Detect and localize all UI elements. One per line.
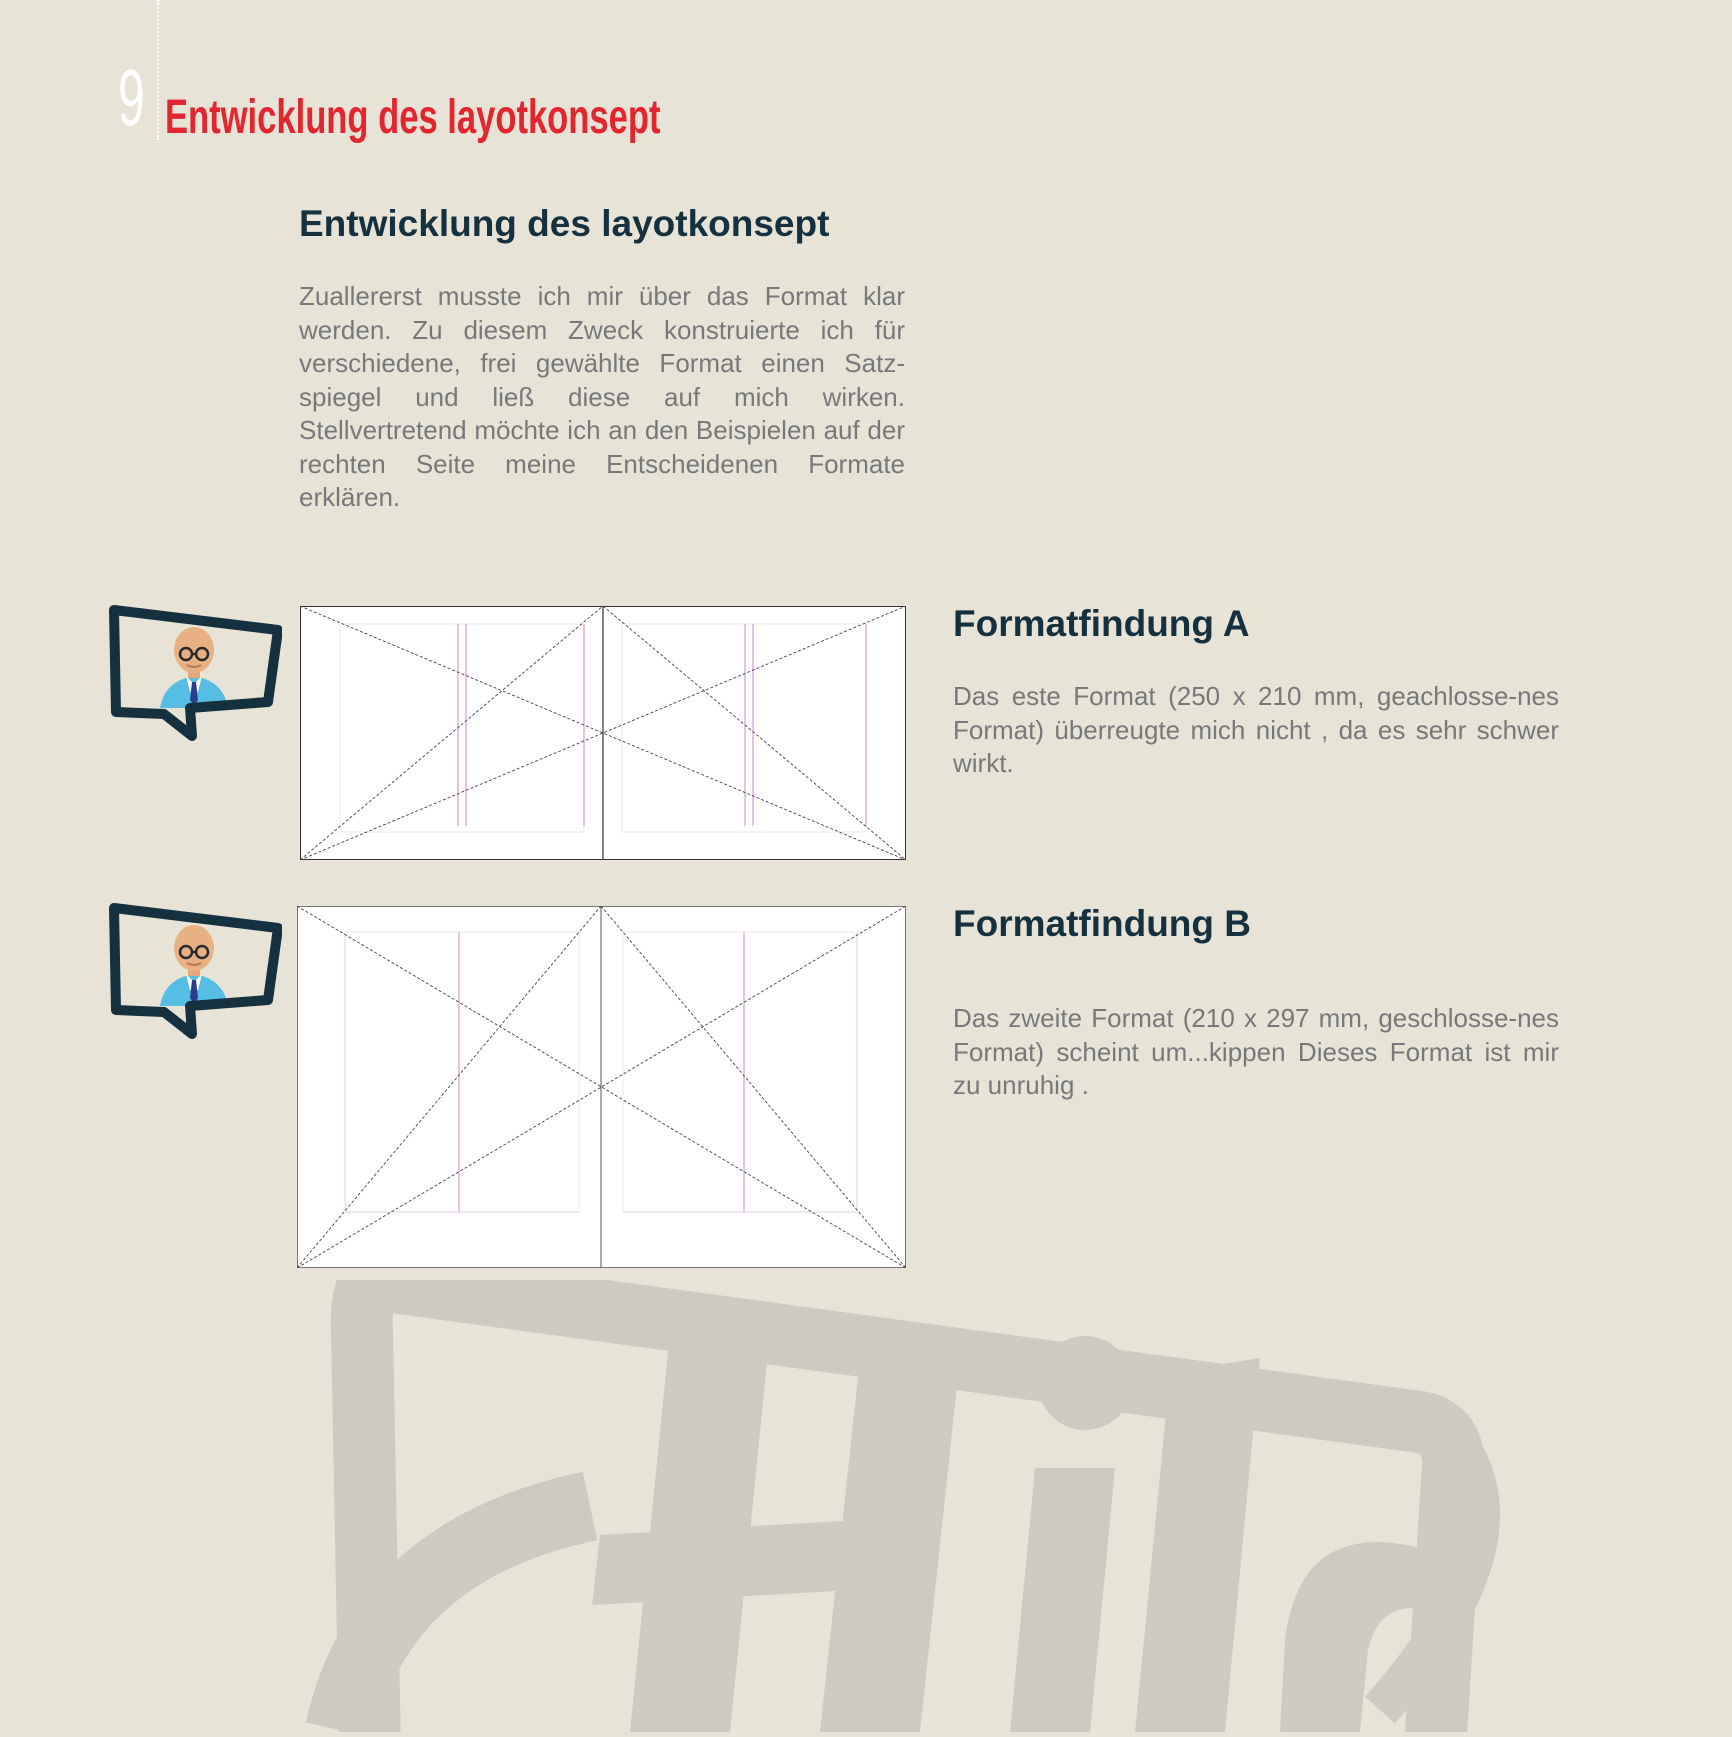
intro-heading: Entwicklung des layotkonsept: [299, 203, 830, 244]
format-b-paragraph: Das zweite Format (210 x 297 mm, geschlosse-nes Format) scheint um...kippen Dieses Format ist mir zu unruhig .: [953, 1003, 1559, 1100]
format-a-heading: Formatfindung A: [953, 603, 1250, 644]
format-a-paragraph: Das este Format (250 x 210 mm, geachlosse-nes Format) überreugte mich nicht , da es sehr schwer wirkt.: [953, 681, 1559, 778]
format-b-spread-diagram: [297, 906, 906, 1268]
intro-paragraph: Zuallererst musste ich mir über das Format klar werden. Zu diesem Zweck konstruierte ich für verschiedene, frei gewählte Format einen Satz-spiegel und ließ diese auf mich wirken. Stellvertretend möchte ich an den Beispielen auf der rechten Seite meine Entscheidenen Formate erklären.: [299, 281, 905, 512]
format-a-spread-diagram: [300, 606, 906, 860]
avatar-speech-bubble-icon: [106, 900, 282, 1047]
chapter-number: 9: [118, 53, 145, 142]
avatar-speech-bubble-icon: [106, 602, 282, 749]
chapter-title: Entwicklung des layotkonsept: [165, 91, 661, 144]
format-b-heading: Formatfindung B: [953, 903, 1252, 944]
logo-watermark-icon: [300, 1280, 1600, 1737]
margin-dotted-rule: [157, 0, 159, 140]
